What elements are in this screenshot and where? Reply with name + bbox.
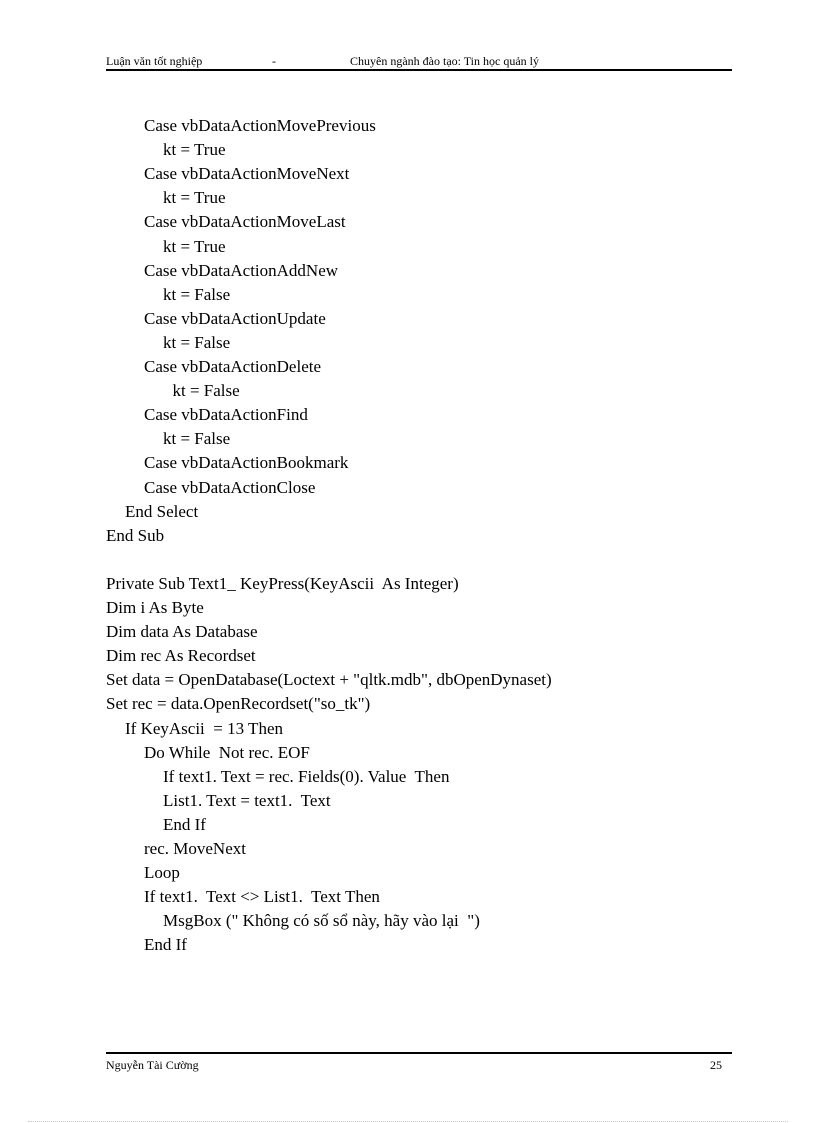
- code-line: Case vbDataActionBookmark: [144, 453, 349, 473]
- code-line: End Select: [125, 501, 199, 521]
- code-line: Dim i As Byte: [106, 598, 204, 617]
- code-line: Case vbDataActionClose: [144, 477, 316, 497]
- code-line: rec. MoveNext: [144, 839, 246, 858]
- code-line: kt = True: [163, 188, 226, 208]
- code-line: MsgBox (" Không có số sổ này, hãy vào lại "): [163, 911, 480, 931]
- code-line: If text1. Text = rec. Fields(0). Value Then: [163, 766, 450, 786]
- code-line: Set rec = data.OpenRecordset("so_tk"): [106, 694, 371, 714]
- header-rule: [106, 69, 732, 71]
- page-footer: [106, 1056, 722, 1074]
- code-line: kt = False: [163, 332, 231, 352]
- header-major-label: Chuyên ngành đào tạo: Tin học quản lý: [350, 54, 539, 68]
- code-line: If text1. Text <> List1. Text Then: [144, 887, 380, 907]
- code-line: Case vbDataActionMoveLast: [144, 212, 346, 232]
- code-line: If KeyAscii = 13 Then: [125, 718, 283, 738]
- footer-rule: [106, 1052, 732, 1054]
- code-line: kt = False: [172, 381, 240, 401]
- code-line: End Sub: [106, 525, 165, 545]
- page-bottom-edge: [28, 1121, 788, 1122]
- code-line: Case vbDataActionMovePrevious: [144, 116, 376, 135]
- code-line: kt = False: [163, 429, 231, 449]
- code-line: End If: [163, 814, 206, 834]
- code-line: kt = True: [163, 140, 226, 160]
- footer-author: Nguyễn Tài Cường: [106, 1058, 199, 1072]
- code-line: Dim data As Database: [106, 622, 258, 642]
- code-line: Case vbDataActionAddNew: [144, 260, 339, 280]
- page-header: [106, 52, 732, 70]
- code-line: Case vbDataActionUpdate: [144, 308, 326, 328]
- code-line: Private Sub Text1_ KeyPress(KeyAscii As Integer): [106, 573, 459, 593]
- code-line: Case vbDataActionDelete: [144, 357, 322, 376]
- code-line: Case vbDataActionMoveNext: [144, 164, 350, 184]
- code-line: Set data = OpenDatabase(Loctext + "qltk.mdb", dbOpenDynaset): [106, 670, 552, 690]
- code-line: Dim rec As Recordset: [106, 646, 256, 666]
- header-thesis-label: Luận văn tốt nghiệp: [106, 54, 203, 68]
- code-line: Case vbDataActionFind: [144, 405, 308, 425]
- code-line: kt = False: [163, 284, 231, 304]
- code-line: List1. Text = text1. Text: [163, 790, 331, 810]
- code-line: End If: [144, 935, 187, 955]
- header-separator: -: [272, 54, 276, 68]
- code-line: Do While Not rec. EOF: [144, 742, 310, 762]
- code-line: kt = True: [163, 236, 226, 256]
- page-number: 25: [710, 1058, 722, 1072]
- code-line: Loop: [144, 863, 180, 883]
